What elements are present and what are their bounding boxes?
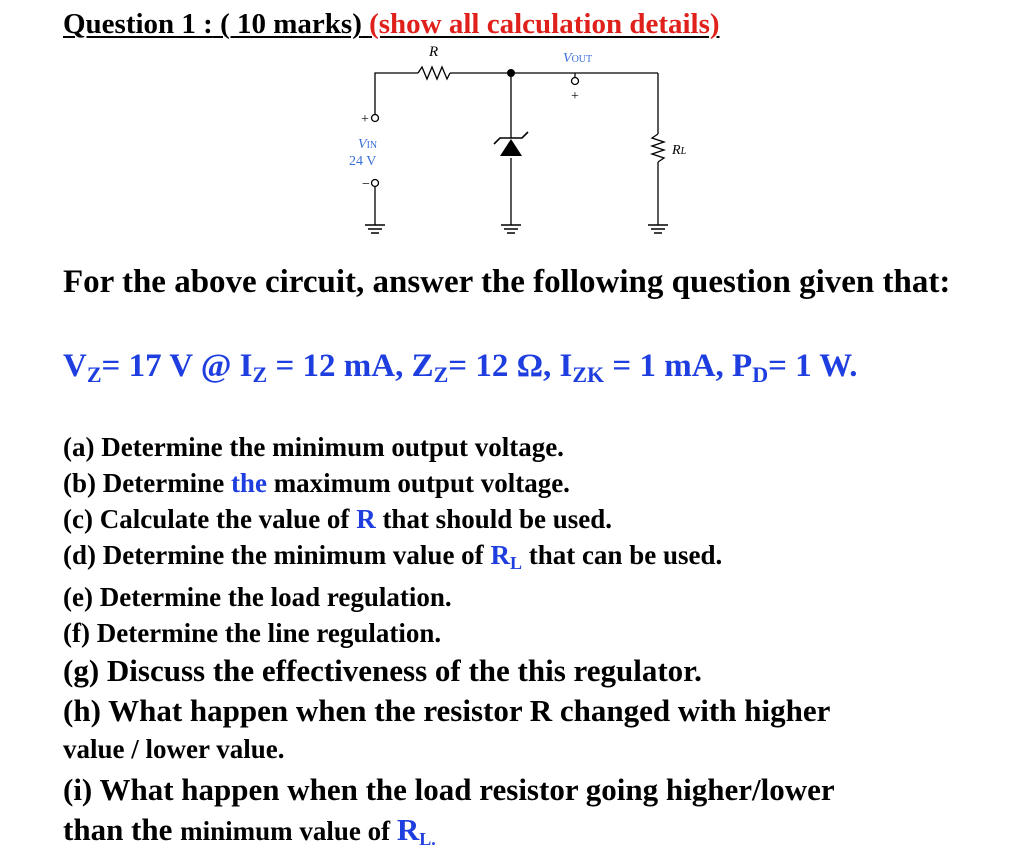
resistor-r-symbol — [418, 67, 450, 79]
vout-plus: + — [571, 89, 579, 104]
vout-sub: OUT — [571, 54, 593, 65]
question-d-sub: L — [509, 553, 522, 573]
question-i-mid: minimum value of — [180, 816, 397, 846]
vin-minus-sign: − — [362, 177, 370, 192]
vin-value: 24 V — [349, 154, 377, 169]
question-h-line1: (h) What happen when the resistor R changed with higher — [63, 693, 831, 728]
vin-label: V — [358, 137, 367, 152]
question-h-line2: value / lower value. — [63, 734, 285, 764]
vz-symbol: V — [63, 348, 87, 384]
junction-dot — [507, 69, 515, 77]
question-c-r: R — [356, 504, 376, 534]
question-i-line1: (i) What happen when the load resistor going higher/lower — [63, 772, 835, 807]
pd-sub: D — [752, 362, 769, 387]
question-i-sub: L. — [419, 829, 436, 849]
izk-value: = 1 mA, — [604, 348, 733, 384]
question-c-pre: (c) Calculate the value of — [63, 504, 357, 534]
question-d-r: R — [490, 540, 510, 570]
zz-sub: Z — [433, 362, 449, 387]
instruction-label: (show all calculation details) — [369, 8, 720, 40]
vout-label: V — [563, 51, 572, 66]
zz-value: = 12 Ω, — [448, 348, 560, 384]
top-wire-left — [375, 73, 418, 115]
vin-plus-terminal — [372, 115, 379, 122]
vin-plus-sign: + — [361, 112, 369, 127]
question-label: Question 1 : — [63, 8, 213, 40]
question-b-pre: (b) Determine — [63, 468, 231, 498]
question-d-post: that can be used. — [521, 540, 723, 570]
question-d-pre: (d) Determine the minimum value of — [63, 540, 491, 570]
zz-symbol: Z — [411, 348, 434, 384]
question-a: (a) Determine the minimum output voltage. — [63, 432, 564, 462]
vout-terminal — [572, 78, 579, 85]
resistor-r-label: R — [429, 44, 439, 60]
vin-minus-terminal — [372, 180, 379, 187]
intro-text: For the above circuit, answer the following question given that: — [63, 264, 951, 300]
question-b-the: the — [230, 468, 267, 498]
question-b-post: maximum output voltage. — [266, 468, 570, 498]
question-i-pre: than the — [63, 812, 181, 847]
question-i-line2 — [63, 812, 436, 850]
iz-value: = 12 mA, — [267, 348, 412, 384]
vz-value: = 17 V @ — [101, 348, 240, 384]
load-label: R — [672, 143, 681, 158]
vin-sub: IN — [366, 140, 378, 151]
question-f: (f) Determine the line regulation. — [63, 618, 442, 648]
zener-diode-body — [500, 139, 522, 156]
zener-regulator-circuit — [330, 40, 700, 245]
svg-text:VIN — [358, 137, 377, 152]
question-heading — [63, 8, 720, 41]
load-sub: L — [680, 146, 687, 157]
marks-label: ( 10 marks) — [220, 8, 362, 40]
question-d — [63, 540, 722, 574]
ground-symbols — [365, 225, 668, 233]
question-c-post: that should be used. — [375, 504, 613, 534]
pd-symbol: P — [732, 348, 753, 384]
question-c — [63, 504, 612, 535]
question-e: (e) Determine the load regulation. — [63, 582, 452, 612]
svg-text:RL — [671, 143, 687, 158]
svg-text:VOUT — [563, 51, 592, 66]
question-b — [63, 468, 570, 499]
question-i-r: R — [396, 812, 420, 847]
iz-symbol: I — [239, 348, 253, 384]
iz-sub: Z — [252, 362, 268, 387]
izk-sub: ZK — [572, 362, 605, 387]
question-g: (g) Discuss the effectiveness of the this regulator. — [63, 653, 702, 688]
given-parameters — [63, 348, 858, 388]
vz-sub: Z — [86, 362, 102, 387]
pd-value: = 1 W. — [768, 348, 858, 384]
resistor-rl-symbol — [652, 134, 664, 162]
izk-symbol: I — [559, 348, 573, 384]
